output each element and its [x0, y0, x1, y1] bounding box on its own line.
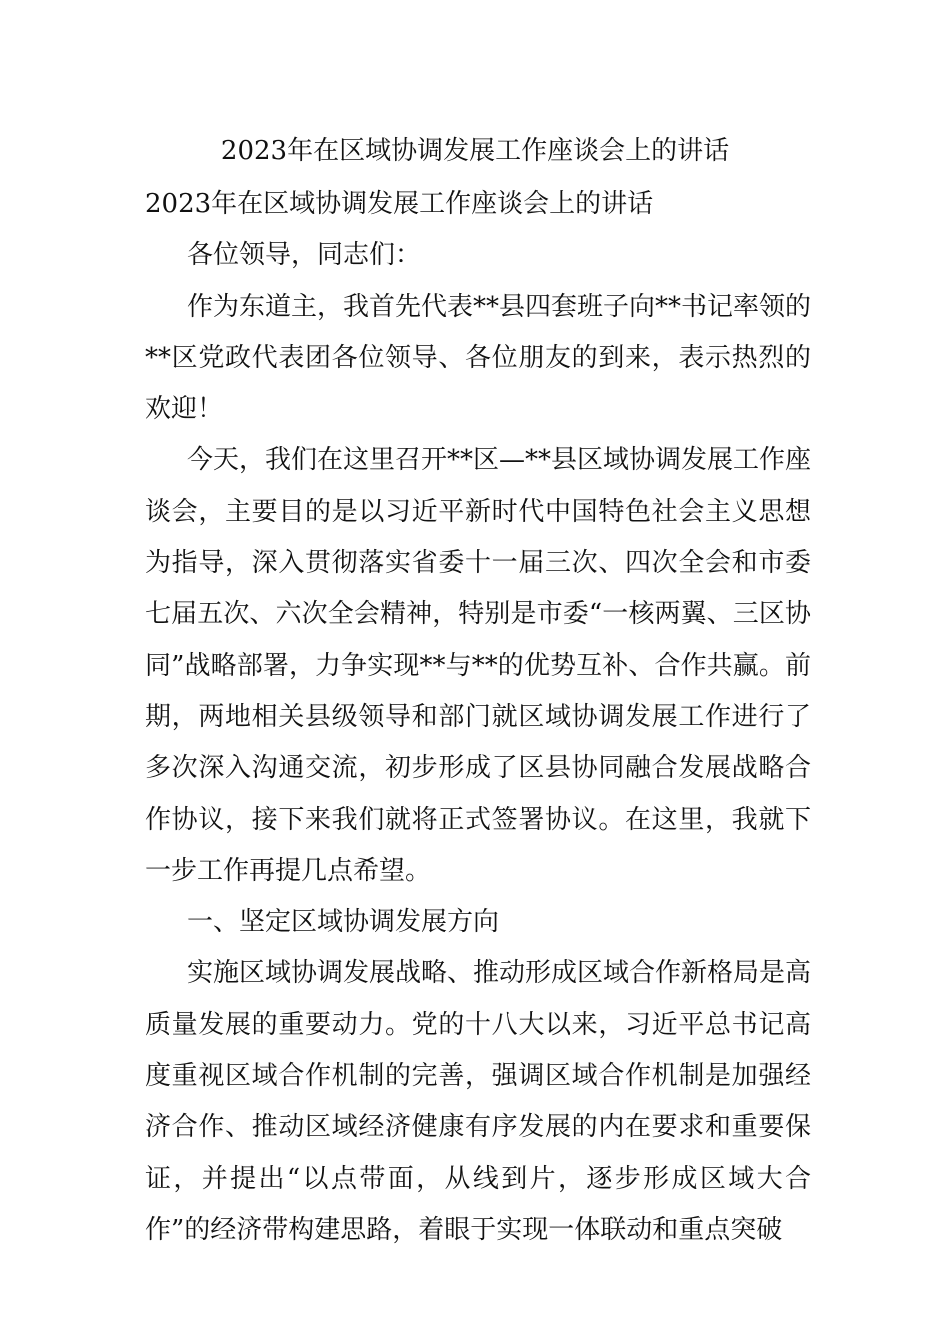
- document-body: [145, 179, 811, 1256]
- document-title: 2023年在区域协调发展工作座谈会上的讲话: [220, 136, 730, 166]
- document-subtitle: 2023年在区域协调发展工作座谈会上的讲话: [145, 189, 654, 219]
- paragraph-welcome: 作为东道主，我首先代表**县四套班子向**书记率领的**区党政代表团各位领导、各位朋友的到来，表示热烈的欢迎！: [145, 291, 812, 425]
- paragraph-section-one: 实施区域协调发展战略、推动形成区域合作新格局是高质量发展的重要动力。党的十八大以来，习近平总书记高度重视区域合作机制的完善，强调区域合作机制是加强经济合作、推动区域经济健康有序发展的内在要求和重要保证，并提出“以点带面，从线到片，逐步形成区域大合作”的经济带构建思路，着眼于实现一体联动和重点突破: [145, 958, 812, 1245]
- paragraph-meeting-purpose: 今天，我们在这里召开**区—**县区域协调发展工作座谈会，主要目的是以习近平新时代中国特色社会主义思想为指导，深入贯彻落实省委十一届三次、四次全会和市委七届五次、六次全会精神，特别是市委“一核两翼、三区协同”战略部署，力争实现**与**的优势互补、合作共赢。前期，两地相关县级领导和部门就区域协调发展工作进行了多次深入沟通交流，初步形成了区县协同融合发展战略合作协议，接下来我们就将正式签署协议。在这里，我就下一步工作再提几点希望。: [145, 445, 812, 886]
- section-heading: 一、坚定区域协调发展方向: [187, 907, 500, 938]
- salutation: 各位领导，同志们：: [187, 240, 422, 271]
